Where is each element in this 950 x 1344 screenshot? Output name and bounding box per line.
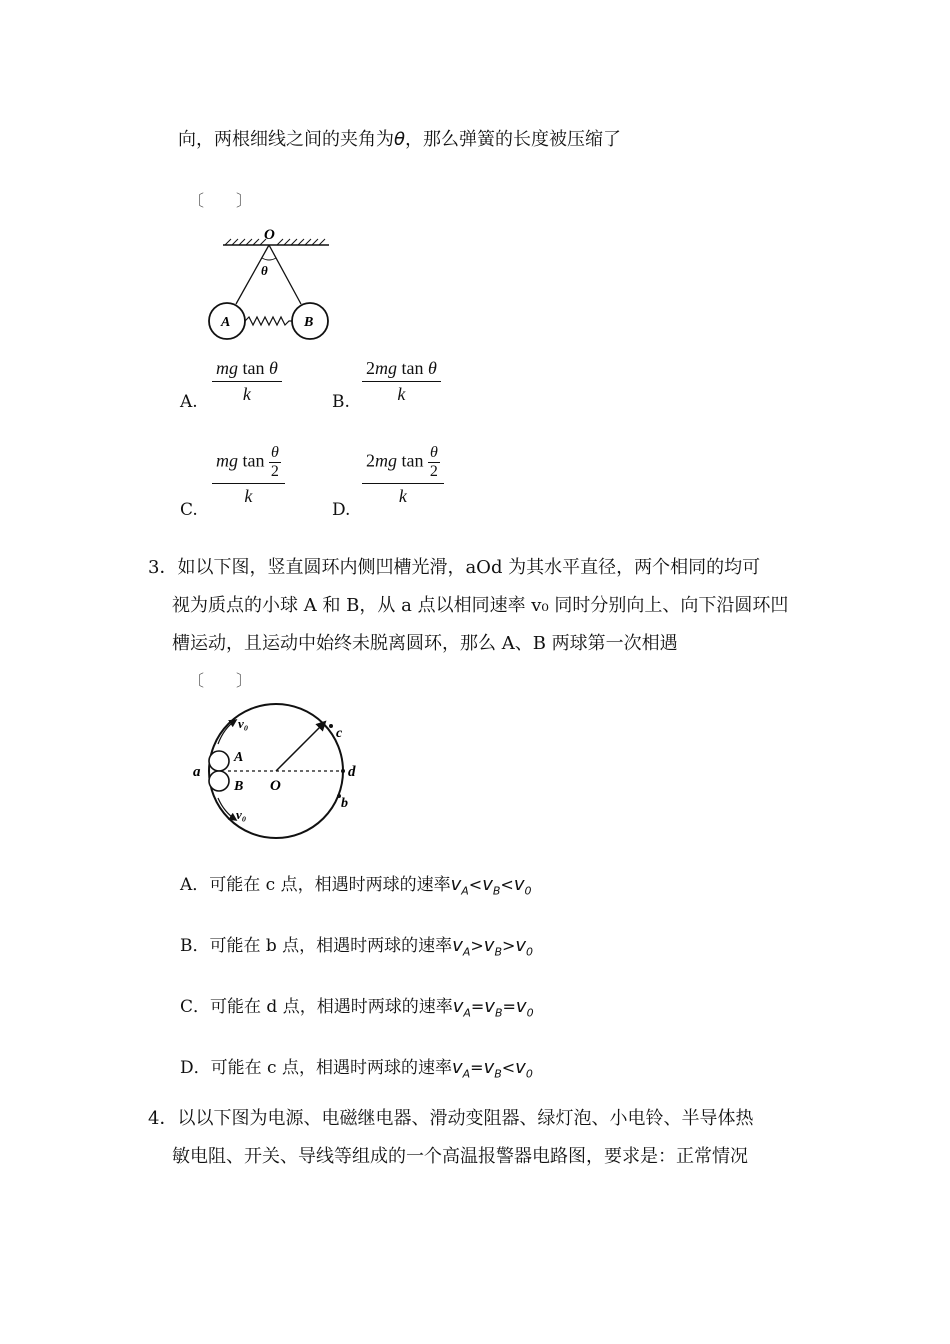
label-d: d [348, 764, 356, 780]
q2-optC-mg: mg [216, 450, 238, 471]
q4-line1: 4．以以下图为电源、电磁继电器、滑动变阻器、绿灯泡、小电铃、半导体热 [148, 1108, 754, 1129]
q2-option-D-fraction [362, 444, 444, 507]
q2-theta-symbol: θ [394, 129, 406, 150]
ball-A [209, 751, 229, 771]
q2-optA-arg: θ [269, 358, 278, 378]
q2-optD-den: k [398, 486, 407, 506]
string-right [269, 245, 301, 304]
diagram-label-A: A [221, 315, 231, 330]
q2-optA-func: tan [242, 358, 265, 378]
q2-optC-func: tan [242, 450, 265, 471]
diagram-label-B: B [304, 315, 314, 330]
ceiling-hatching [225, 239, 325, 245]
q2-optD-mg: mg [375, 450, 397, 471]
q3-answer-bracket: 〔 〕 [188, 671, 253, 690]
q2-optD-coef: 2 [366, 450, 375, 471]
q3-option-A: A．可能在 c 点，相遇时两球的速率$v_A<v_B<v_0$ [180, 874, 532, 898]
q2-line1 [178, 128, 621, 152]
q2-optB-coef: 2 [366, 358, 375, 378]
label-O: O [270, 778, 281, 794]
q2-optD-func: tan [401, 450, 424, 471]
q2-optD-half-angle: $\frac{\theta}{2}$ [429, 444, 438, 480]
ball-B [209, 771, 229, 791]
angle-arc [262, 258, 276, 260]
q4-line2: 敏电阻、开关、导线等组成的一个高温报警器电路图，要求是：正常情况 [172, 1146, 748, 1167]
q2-optB-den: k [397, 384, 406, 404]
q2-optB-arg: θ [428, 358, 437, 378]
label-v0-top: v₀ [238, 716, 249, 731]
q3-option-C: C．可能在 d 点，相遇时两球的速率$v_A=v_B=v_0$ [180, 996, 534, 1020]
q2-answer-bracket: 〔 〕 [188, 191, 253, 210]
q2-option-A-label: A. [180, 392, 198, 412]
q2-option-B-label: B. [332, 392, 350, 412]
q3-option-B: B．可能在 b 点，相遇时两球的速率$v_A>v_B>v_0$ [180, 935, 534, 959]
q3-diagram [188, 698, 363, 846]
q2-optB-mg: mg [375, 358, 397, 378]
q2-optB-func: tan [401, 358, 424, 378]
label-a: a [193, 764, 201, 780]
q2-option-D-label: D. [332, 500, 351, 520]
q3-line3: 槽运动，且运动中始终未脱离圆环，那么 A、B 两球第一次相遇 [172, 633, 678, 654]
label-v0-bottom: v₀ [236, 807, 247, 822]
q2-line1-suffix: ，那么弹簧的长度被压缩了 [405, 129, 622, 150]
point-d [341, 769, 345, 773]
point-c [329, 724, 333, 728]
q3-option-D: D．可能在 c 点，相遇时两球的速率$v_A=v_B<v_0$ [180, 1057, 533, 1081]
q2-option-B-fraction [362, 358, 441, 405]
label-A: A [234, 750, 244, 765]
q2-optC-den: k [244, 486, 253, 506]
label-b: b [341, 796, 348, 811]
q2-option-C-fraction [212, 444, 285, 507]
diagram-label-O: O [264, 227, 275, 243]
q2-line1-prefix: 向，两根细线之间的夹角为 [178, 129, 394, 150]
q2-optC-half-angle: $\frac{\theta}{2}$ [270, 444, 279, 480]
diagram-label-theta: θ [261, 263, 268, 278]
q3-line2: 视为质点的小球 A 和 B，从 a 点以相同速率 v₀ 同时分别向上、向下沿圆环凹 [172, 595, 789, 616]
q2-optA-den: k [242, 384, 251, 404]
label-B: B [234, 779, 244, 794]
q3-line1: 3．如以下图，竖直圆环内侧凹槽光滑，aOd 为其水平直径，两个相同的均可 [148, 557, 761, 578]
q2-option-A-fraction [212, 358, 282, 405]
q2-option-C-label: C. [180, 500, 198, 520]
radius-arrow [276, 722, 325, 771]
q2-diagram [205, 225, 335, 345]
q2-optA-mg: mg [216, 358, 238, 378]
spring [245, 317, 292, 325]
label-c: c [336, 726, 343, 741]
